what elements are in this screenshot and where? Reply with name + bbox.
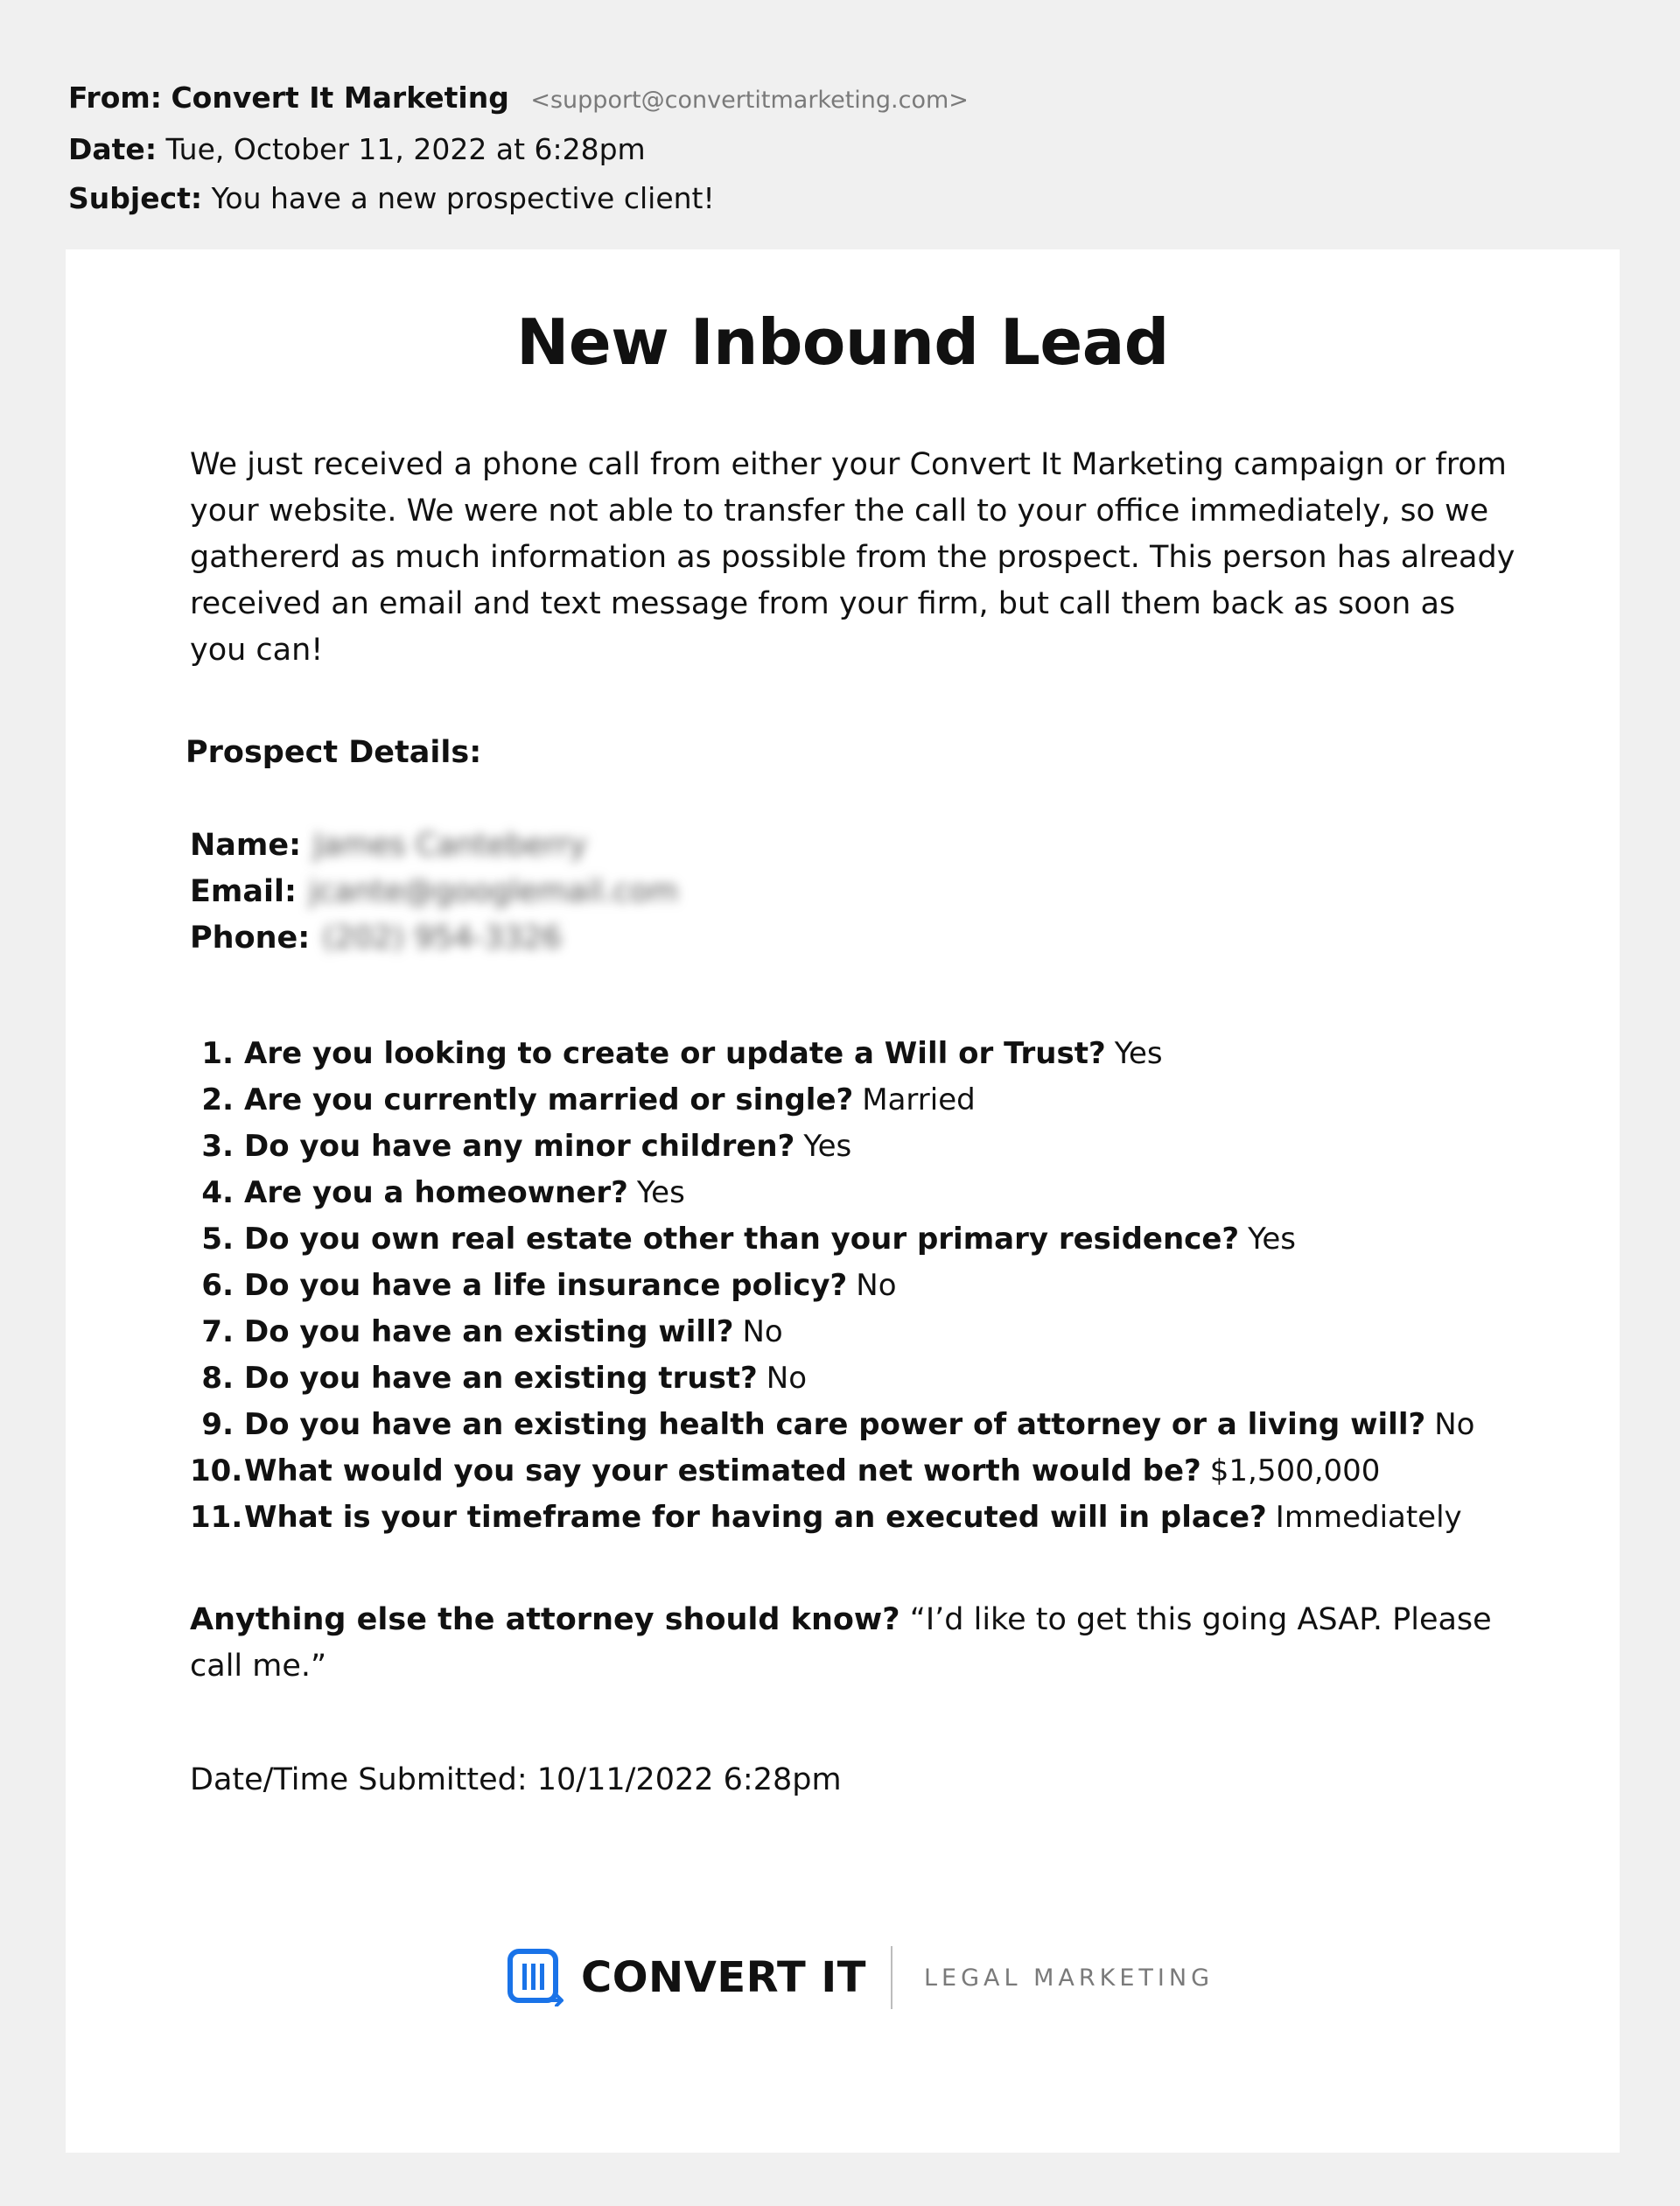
question-answer: $1,500,000 bbox=[1209, 1453, 1381, 1488]
subject-label: Subject: bbox=[68, 181, 203, 215]
email-header bbox=[68, 74, 969, 223]
subject-row bbox=[68, 174, 969, 223]
email-row bbox=[190, 869, 678, 915]
from-row bbox=[68, 74, 969, 125]
phone-value: (202) 954-3326 bbox=[322, 921, 563, 956]
list-item bbox=[190, 1170, 1474, 1216]
page-title: New Inbound Lead bbox=[516, 305, 1169, 379]
question-answer: Yes bbox=[636, 1175, 685, 1210]
subject-value: You have a new prospective client! bbox=[211, 181, 715, 215]
from-name: Convert It Marketing bbox=[171, 81, 509, 115]
list-item bbox=[190, 1448, 1474, 1495]
question-number: 5. bbox=[201, 1222, 234, 1257]
logo-divider bbox=[891, 1946, 892, 2009]
submitted-timestamp: Date/Time Submitted: 10/11/2022 6:28pm bbox=[190, 1762, 842, 1797]
name-value: James Canteberry bbox=[313, 828, 587, 863]
list-item bbox=[190, 1124, 1474, 1170]
list-item bbox=[190, 1495, 1474, 1541]
phone-row bbox=[190, 915, 678, 962]
from-label: From: bbox=[68, 81, 162, 115]
name-row bbox=[190, 823, 678, 869]
question-text: Do you have an existing health care power of attorney or a living will? bbox=[244, 1407, 1426, 1442]
name-label: Name: bbox=[190, 828, 302, 863]
question-answer: No bbox=[766, 1361, 808, 1396]
date-value: Tue, October 11, 2022 at 6:28pm bbox=[165, 132, 646, 166]
phone-label: Phone: bbox=[190, 921, 311, 956]
list-item bbox=[190, 1355, 1474, 1402]
question-text: Do you own real estate other than your primary residence? bbox=[244, 1222, 1240, 1257]
list-item bbox=[190, 1077, 1474, 1124]
email-value: jcante@googlemail.com bbox=[309, 874, 679, 909]
list-item bbox=[190, 1309, 1474, 1355]
question-text: What would you say your estimated net worth would be? bbox=[244, 1453, 1201, 1488]
prospect-heading: Prospect Details: bbox=[186, 735, 482, 770]
date-label: Date: bbox=[68, 132, 158, 166]
logo-tagline: LEGAL MARKETING bbox=[924, 1964, 1214, 1992]
question-number: 6. bbox=[201, 1268, 234, 1303]
email-body-card bbox=[66, 249, 1620, 2153]
question-answer: Married bbox=[862, 1082, 976, 1117]
question-answer: Yes bbox=[1248, 1222, 1296, 1257]
question-text: Do you have an existing will? bbox=[244, 1314, 734, 1349]
question-number: 10. bbox=[190, 1453, 243, 1488]
attorney-note-value: “I’d like to get this going ASAP. Please call me.” bbox=[190, 1602, 1492, 1684]
intro-paragraph: We just received a phone call from either your Convert It Marketing campaign or from your website. We were not able to transfer the call to your office immediately, so we gathererd as much information as possible from the prospect. This person has already received an email and text message from your firm, but call them back as soon as you can! bbox=[190, 447, 1516, 668]
question-text: What is your timeframe for having an executed will in place? bbox=[244, 1500, 1267, 1535]
attorney-note bbox=[190, 1597, 1520, 1690]
list-item bbox=[190, 1031, 1474, 1077]
question-answer: Yes bbox=[1114, 1036, 1163, 1071]
question-number: 1. bbox=[201, 1036, 234, 1071]
question-number: 9. bbox=[201, 1407, 234, 1442]
contact-details bbox=[190, 823, 678, 962]
question-answer: Immediately bbox=[1275, 1500, 1462, 1535]
question-number: 2. bbox=[201, 1082, 234, 1117]
question-answer: No bbox=[856, 1268, 897, 1303]
question-number: 11. bbox=[190, 1500, 243, 1535]
logo-brand: CONVERT IT bbox=[581, 1953, 866, 2002]
email-label: Email: bbox=[190, 874, 297, 909]
from-email[interactable]: <support@convertitmarketing.com> bbox=[530, 87, 969, 114]
list-item bbox=[190, 1216, 1474, 1263]
date-row bbox=[68, 125, 969, 174]
question-text: Are you currently married or single? bbox=[244, 1082, 854, 1117]
question-text: Do you have an existing trust? bbox=[244, 1361, 758, 1396]
question-text: Are you looking to create or update a Will or Trust? bbox=[244, 1036, 1106, 1071]
questions-list bbox=[190, 1031, 1474, 1541]
question-answer: Yes bbox=[803, 1129, 852, 1164]
convert-it-logo-icon bbox=[508, 1949, 565, 2006]
list-item bbox=[190, 1402, 1474, 1448]
question-text: Do you have any minor children? bbox=[244, 1129, 795, 1164]
question-text: Are you a homeowner? bbox=[244, 1175, 628, 1210]
list-item bbox=[190, 1263, 1474, 1309]
question-number: 3. bbox=[201, 1129, 234, 1164]
question-text: Do you have a life insurance policy? bbox=[244, 1268, 848, 1303]
question-answer: No bbox=[742, 1314, 783, 1349]
question-number: 4. bbox=[201, 1175, 234, 1210]
question-number: 8. bbox=[201, 1361, 234, 1396]
question-number: 7. bbox=[201, 1314, 234, 1349]
attorney-note-label: Anything else the attorney should know? bbox=[190, 1602, 900, 1637]
convert-it-logo bbox=[508, 1943, 1214, 2013]
question-answer: No bbox=[1434, 1407, 1475, 1442]
